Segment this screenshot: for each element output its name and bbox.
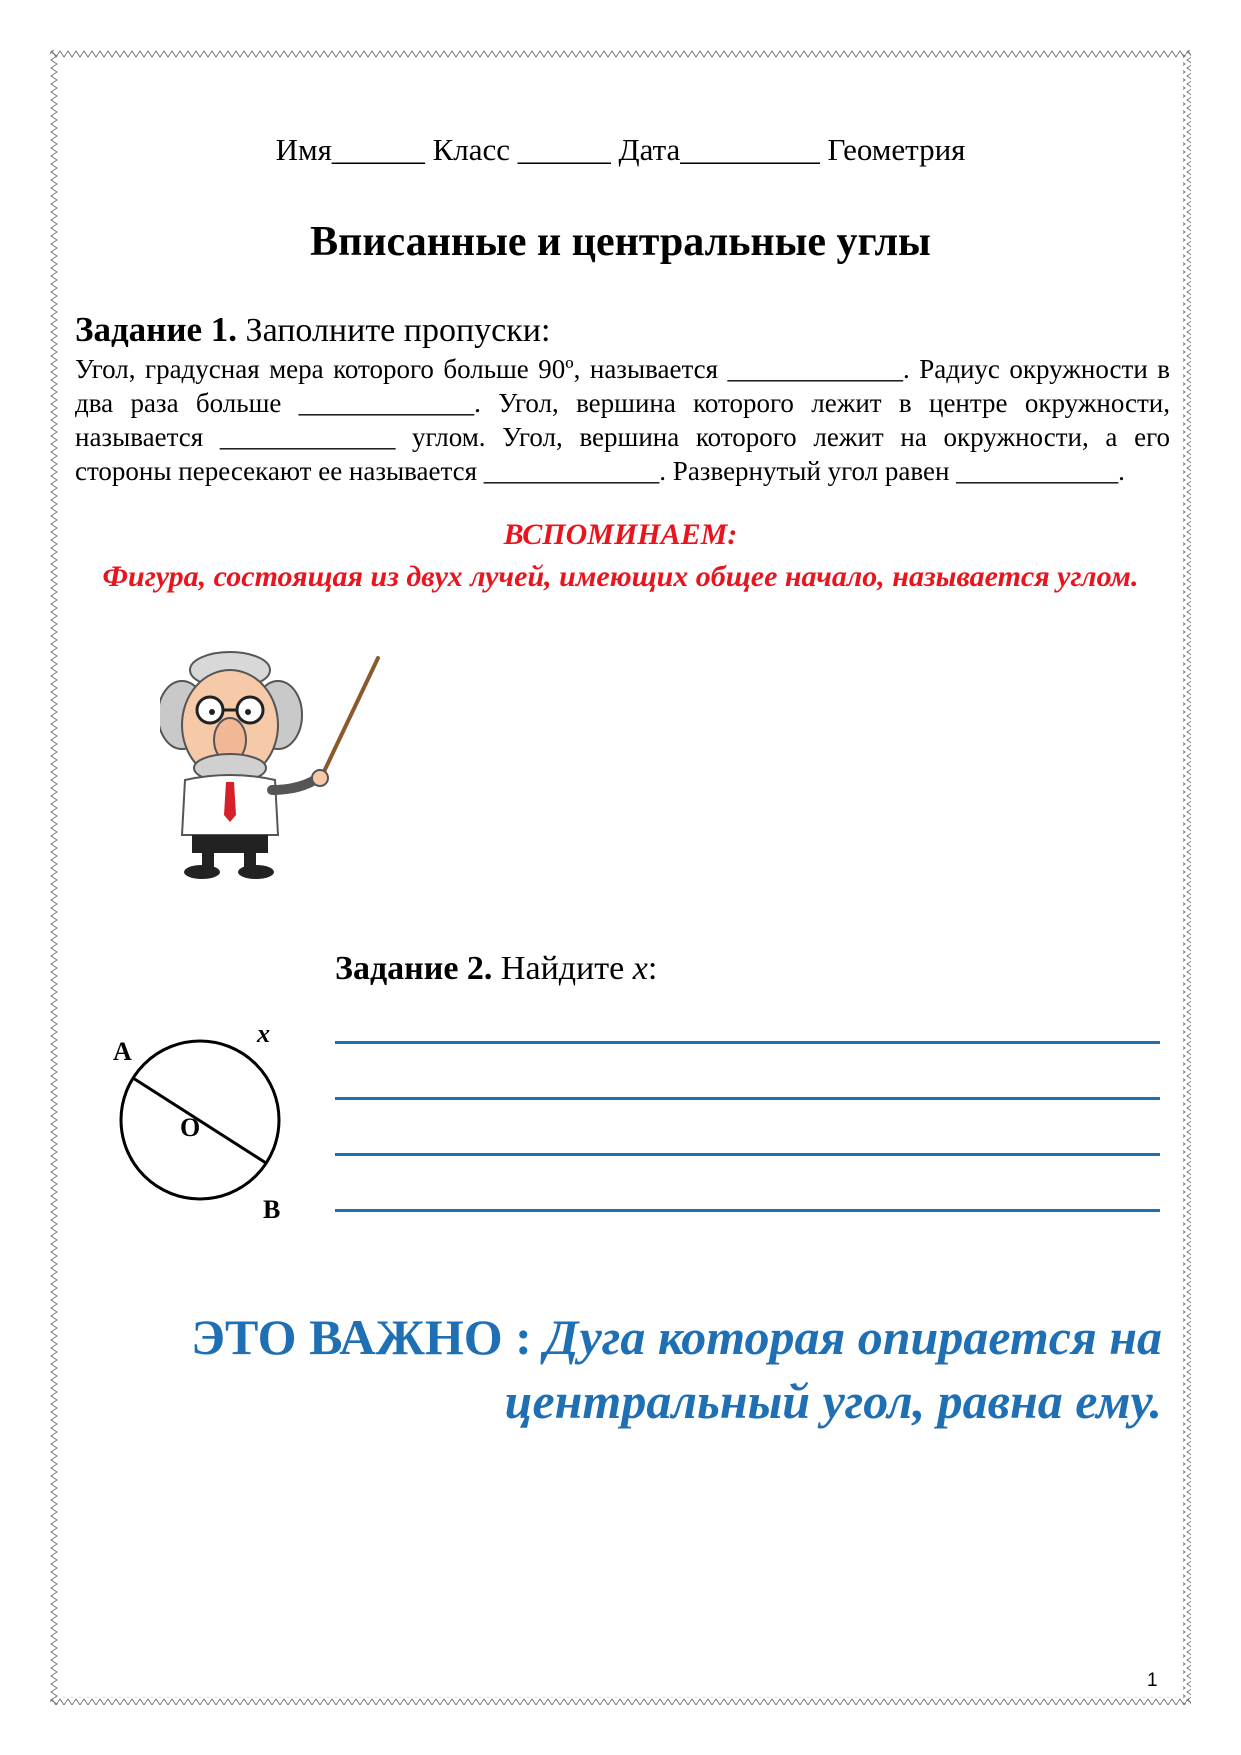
label-b: B: [263, 1195, 281, 1224]
remember-title: ВСПОМИНАЕМ:: [503, 518, 738, 551]
answer-line-1[interactable]: [335, 1041, 1160, 1044]
task2-label: Задание 2.: [335, 950, 493, 987]
task1-text: Угол, градусная мера которого больше 90º, называется _____________. Радиус окружности в два раза больше _____________. Угол, вершина которого лежит в центре окружности, называется _____________ углом. Угол, вершина которого лежит на окружности, а его стороны пересекают ее называется _____________. Развернутый угол равен ____________.: [75, 354, 1170, 486]
important-note: [150, 1305, 1162, 1433]
remember-text: Фигура, состоящая из двух лучей, имеющих общее начало, называется углом.: [102, 560, 1139, 593]
task1-label: Задание 1.: [75, 310, 238, 349]
task1-instruction: Заполните пропуски:: [237, 312, 551, 349]
page-title: Вписанные и центральные углы: [310, 219, 931, 265]
circle-figure: [105, 1020, 305, 1235]
label-a: A: [113, 1037, 132, 1066]
task2-colon: :: [647, 950, 658, 987]
answer-line-4[interactable]: [335, 1209, 1160, 1212]
professor-illustration: [160, 650, 390, 885]
important-text: Дуга которая опирается на центральный угол, равна ему.: [504, 1309, 1162, 1429]
task2-heading: [335, 950, 657, 988]
task1-heading: [75, 310, 1170, 350]
label-o: O: [180, 1113, 201, 1142]
answer-line-2[interactable]: [335, 1097, 1160, 1100]
task2-instruction: Найдите: [492, 950, 633, 987]
header-line: Имя______ Класс ______ Дата_________ Геометрия: [275, 132, 966, 167]
page-number: 1: [1147, 1670, 1158, 1691]
task2-variable: x: [632, 950, 648, 987]
label-x: x: [257, 1020, 270, 1048]
important-label: ЭТО ВАЖНО :: [191, 1309, 545, 1365]
answer-line-3[interactable]: [335, 1153, 1160, 1156]
